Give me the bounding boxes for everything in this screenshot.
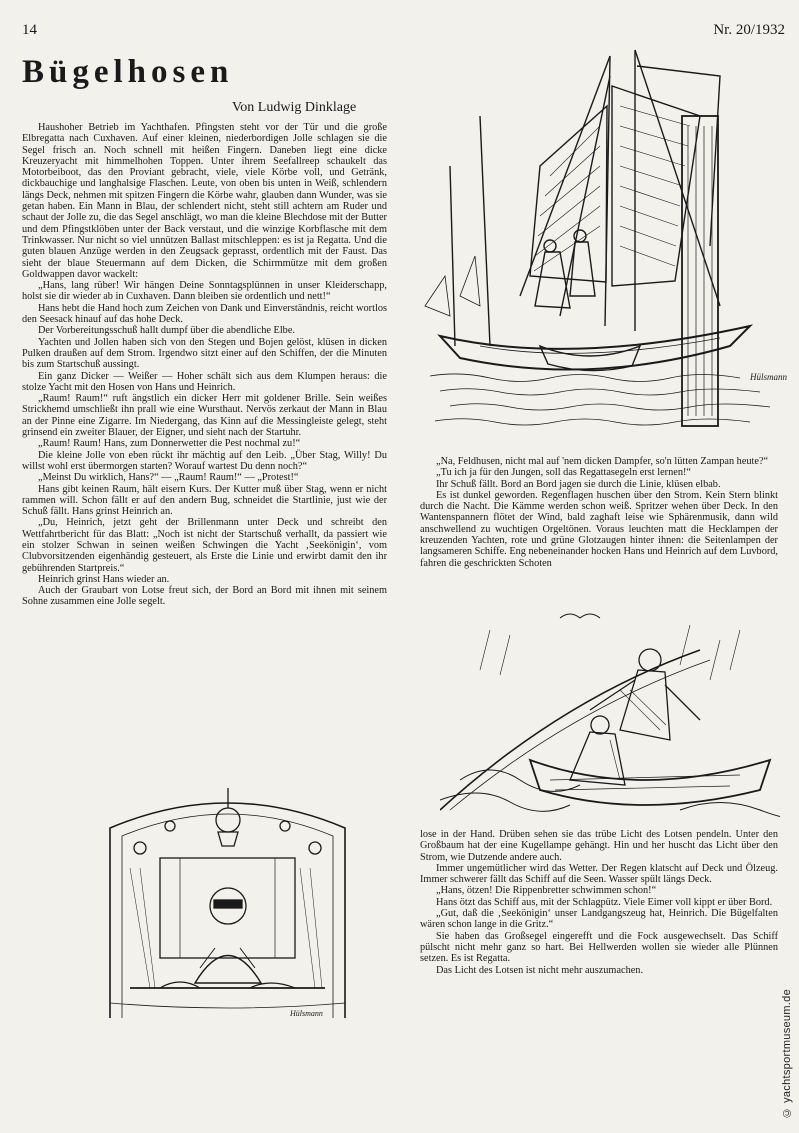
paragraph: Hans hebt die Hand hoch zum Zeichen von Dank und Einverständnis, reicht wortlos den Seesack hinauf auf das hohe Deck. — [22, 302, 387, 326]
paragraph: Ihr Schuß fällt. Bord an Bord jagen sie durch die Linie, klüsen elbab. — [436, 478, 721, 490]
paragraph: „Gut, daß die ‚Seekönigin‘ unser Landgangszeug hat, Heinrich. Die Bügelfalten wären schon lange in die Gritz.“ — [420, 908, 778, 931]
harbor-sailboats-illustration — [420, 46, 792, 446]
paragraph: Hans ötzt das Schiff aus, mit der Schlagpütz. Viele Eimer voll kippt er über Bord. — [436, 896, 773, 908]
paragraph: lose in der Hand. Drüben sehen sie das trübe Licht des Lotsen pendeln. Unter den Großbaum hat der eine Kugellampe gehängt. Hin und her huscht das Licht über den Strom, wie Dutzende andere auch. — [420, 829, 778, 863]
page-number: 14 — [22, 22, 37, 38]
paragraph: „Raum! Raum!“ ruft ängstlich ein dicker Herr mit goldener Brille. Sein weißes Strickhemd umschließt ihn prall wie eine Wursthaut. Nervös zerkaut der Mann in Blau an der Pinne eine Zigarre. Im Niedergang, das Kinn auf die Messingleiste gelegt, steht grinsend ein zweiter Blauer, der Eigner, und sieht nach der Startuhr. — [22, 393, 387, 439]
paragraph: „Na, Feldhusen, nicht mal auf 'nem dicken Dampfer, so'n lütten Zampan heute?“ — [436, 456, 769, 467]
paragraph: Haushoher Betrieb im Yachthafen. Pfingsten steht vor der Tür und die große Elbregatta nach Cuxhaven. Auf einer kleinen, niederbordigen Jolle schlagen sie die Segel frisch an. Noch schnell mit heißen Fingern. Daneben liegt eine dicke Kreuzeryacht mit himmelhohen Toppen. Unter ihrem Seefallreep schaukelt das Motorbeiboot, das den Proviant gebracht, viele, viele Körbe voll, und Getränk, dickbauchige und langhalsige Flaschen. Leute, von oben bis unten in Weiß, schlendern längs Deck, nehmen mit spitzen Fingern die Körbe wahr, glauben dann Wunder, was sie getan haben. Ein Mann in Blau, der schlendert nicht, steht still achtern am Ruder und schaut der Jolle zu, die das Segel anschlägt, wo man die kleine Blechdose mit der Butter und dem Pfingstklöben unter der Back verstaut, und die winzige Korbflasche mit dem Trinkwasser. Nur nicht so viel unnützen Ballast mitschleppen: es ist ja Regatta. Und die guten blauen Anzüge werden in den Zeugsack geprasst, ordentlich mit der Faust. Das sieht der blaue Steuermann auf dem Dicken, die Schirmmütze mit dem großen Goldwappen davor wackelt: — [22, 122, 387, 280]
paragraph: Der Vorbereitungsschuß hallt dumpf über die abendliche Elbe. — [38, 325, 295, 337]
paragraph: „Raum! Raum! Hans, zum Donnerwetter die Pest nochmal zu!“ — [38, 438, 301, 450]
paragraph: Sie haben das Großsegel eingerefft und die Fock ausgewechselt. Das Schiff pülscht nicht mehr ganz so hart. Bei Hellwerden wollen sie wieder alle Plünnen setzen. Es ist Regatta. — [420, 930, 778, 965]
paragraph: „Hans, lang rüber! Wir hängen Deine Sonntagsplünnen in unser Kleiderschapp, holst sie dir wieder ab in Cuxhaven. Dann bleiben sie ordentlich und nett!“ — [22, 280, 387, 303]
paragraph: Heinrich grinst Hans wieder an. — [38, 573, 170, 585]
paragraph: „Hans, ötzen! Die Rippenbretter schwimmen schon!“ — [436, 885, 657, 897]
cabin-writer-illustration — [100, 788, 355, 1023]
cabin-signature: Hülsmann — [290, 1009, 323, 1018]
paragraph: Auch der Graubart von Lotse freut sich, der Bord an Bord mit ihnen mit seinem Sohne zusammen eine Jolle segelt. — [22, 585, 387, 608]
left-text-column — [22, 122, 387, 608]
article-byline: Von Ludwig Dinklage — [232, 100, 357, 115]
paragraph: Ein ganz Dicker — Weißer — Hoher schält sich aus dem Klumpen heraus: die stolze Yacht mit den Hosen von Hans und Heinrich. — [22, 370, 387, 393]
issue-number: Nr. 20/1932 — [713, 22, 785, 38]
paragraph: Die kleine Jolle von eben rückt ihr mächtig auf den Leib. „Über Stag, Willy! Du willst wohl erst übermorgen starten? Worauf wartest Du denn noch?“ — [22, 449, 387, 472]
paragraph: Hans gibt keinen Raum, hält eisern Kurs. Der Kutter muß über Stag, wenn er nicht rammen will. Schon fällt er auf den andern Bug, schneidet die Startlinie, just wie der Schuß fällt. Hans grinst Heinrich an. — [22, 483, 387, 518]
right-text-column-upper — [420, 456, 778, 569]
watermark: © yachtsportmuseum.de — [781, 989, 793, 1119]
paragraph: Es ist dunkel geworden. Regenflagen huschen über den Strom. Kein Stern blinkt durch die Nacht. Die Kämme werden schon weiß. Spritzer wehen über Deck. In den Wantenspannern flötet der Wind, bald zaghaft leise wie Sphärenmusik, dann wild anschwellend zu wuchtigen Orgeltönen. Voraus leuchten matt die Hecklampen der kreuzenden Yachten, rote und grüne Glotzaugen hinter ihnen: die Seitenlampen der langsameren Schiffe. Eng nebeneinander hocken Hans und Heinrich auf dem Luvbord, fahren die geschrickten Schoten — [420, 489, 778, 569]
storm-dinghy-illustration — [440, 610, 780, 820]
article-title: Bügelhosen — [22, 54, 234, 90]
paragraph: Immer ungemütlicher wird das Wetter. Der Regen klatscht auf Deck und Ölzeug. Immer schwerer fällt das Schiff auf die Seen. Wasser spült längs Deck. — [420, 862, 778, 886]
paragraph: Yachten und Jollen haben sich von den Stegen und Bojen gelöst, klüsen in dicken Pulken draußen auf dem Strom. Irgendwo sitzt einer auf den Schiffen, der die Minuten bis zum Startschuß aussingt. — [22, 336, 387, 371]
paragraph: „Du, Heinrich, jetzt geht der Brillenmann unter Deck und schreibt den Wettfahrtbericht für das Blatt: „Noch ist nicht der Startschuß verhallt, da passiert wie ein stolzer Schwan in seinen weißen Schwingen die Yacht ‚Seekönigin‘, vom Clubvorsitzenden eigenhändig gesteuert, als Erste die Linie und erwirbt damit den ihr gebührenden Startpreis.“ — [22, 517, 387, 574]
paragraph: Das Licht des Lotsen ist nicht mehr auszumachen. — [436, 964, 644, 976]
harbor-signature: Hülsmann — [750, 372, 788, 382]
right-text-column-lower — [420, 829, 778, 976]
paragraph: „Meinst Du wirklich, Hans?“ — „Raum! Raum!“ — „Protest!“ — [38, 472, 299, 484]
paragraph: „Tu ich ja für den Jungen, soll das Regattasegeln erst lernen!“ — [436, 467, 691, 479]
